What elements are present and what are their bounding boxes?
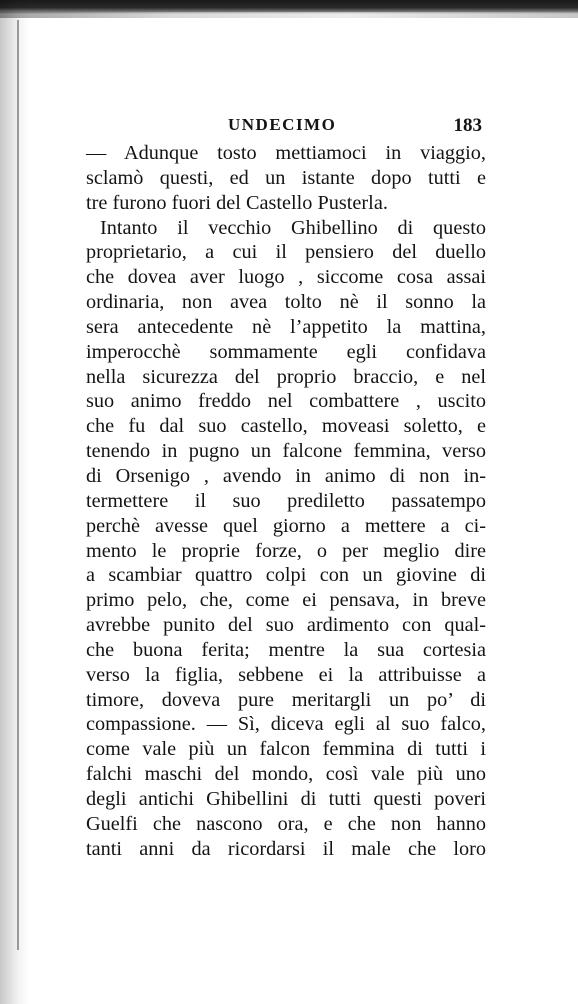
- text-line: sclamò questi, ed un istante dopo tutti e: [86, 166, 486, 189]
- text-line: tanti anni da ricordarsi il male che loro: [86, 837, 486, 860]
- text-line: sera antecedente nè l’appetito la mattina,: [86, 315, 486, 338]
- text-line: primo pelo, che, come ei pensava, in breve: [86, 589, 486, 612]
- text-line: perchè avesse quel giorno a mettere a ci-: [86, 514, 486, 537]
- text-line: falchi maschi del mondo, così vale più uno: [86, 763, 486, 786]
- text-line: Guelfi che nascono ora, e che non hanno: [86, 812, 486, 835]
- text-line: verso la figlia, sebbene ei la attribuisse a: [86, 663, 486, 686]
- text-line: che dovea aver luogo , siccome cosa assai: [86, 266, 486, 289]
- page-fold-line: [17, 20, 19, 950]
- text-line: compassione. — Sì, diceva egli al suo falco,: [86, 713, 486, 736]
- running-head: UNDECIMO: [228, 115, 337, 134]
- text-line: ordinaria, non avea tolto nè il sonno la: [86, 291, 486, 314]
- text-line: tenendo in pugno un falcone femmina, verso: [86, 440, 486, 463]
- page-top-shadow: [0, 12, 578, 18]
- text-line: Intanto il vecchio Ghibellino di questo: [100, 216, 486, 239]
- text-line: mento le proprie forze, o per meglio dire: [86, 539, 486, 562]
- page-number: 183: [453, 115, 482, 136]
- text-line: che buona ferita; mentre la sua cortesia: [86, 638, 486, 661]
- text-line: timore, doveva pure meritargli un po’ di: [86, 688, 486, 711]
- text-line: suo animo freddo nel combattere , uscito: [86, 390, 486, 413]
- text-line: come vale più un falcon femmina di tutti i: [86, 738, 486, 761]
- text-line: tre furono fuori del Castello Pusterla.: [86, 191, 388, 214]
- body-text: [86, 141, 486, 861]
- text-line: imperocchè sommamente egli confidava: [86, 340, 486, 363]
- text-line: termettere il suo prediletto passatempo: [86, 489, 486, 512]
- text-line: di Orsenigo , avendo in animo di non in-: [86, 464, 486, 487]
- book-spine-shadow: [0, 0, 30, 1004]
- text-line: che fu dal suo castello, moveasi soletto, e: [86, 415, 486, 438]
- text-line: a scambiar quattro colpi con un giovine di: [86, 564, 486, 587]
- page-header: [90, 115, 488, 139]
- text-line: degli antichi Ghibellini di tutti questi poveri: [86, 787, 486, 810]
- text-line: avrebbe punito del suo ardimento con qual-: [86, 614, 486, 637]
- text-line: nella sicurezza del proprio braccio, e nel: [86, 365, 486, 388]
- text-line: — Adunque tosto mettiamoci in viaggio,: [86, 142, 486, 164]
- text-line: proprietario, a cui il pensiero del duello: [86, 241, 486, 264]
